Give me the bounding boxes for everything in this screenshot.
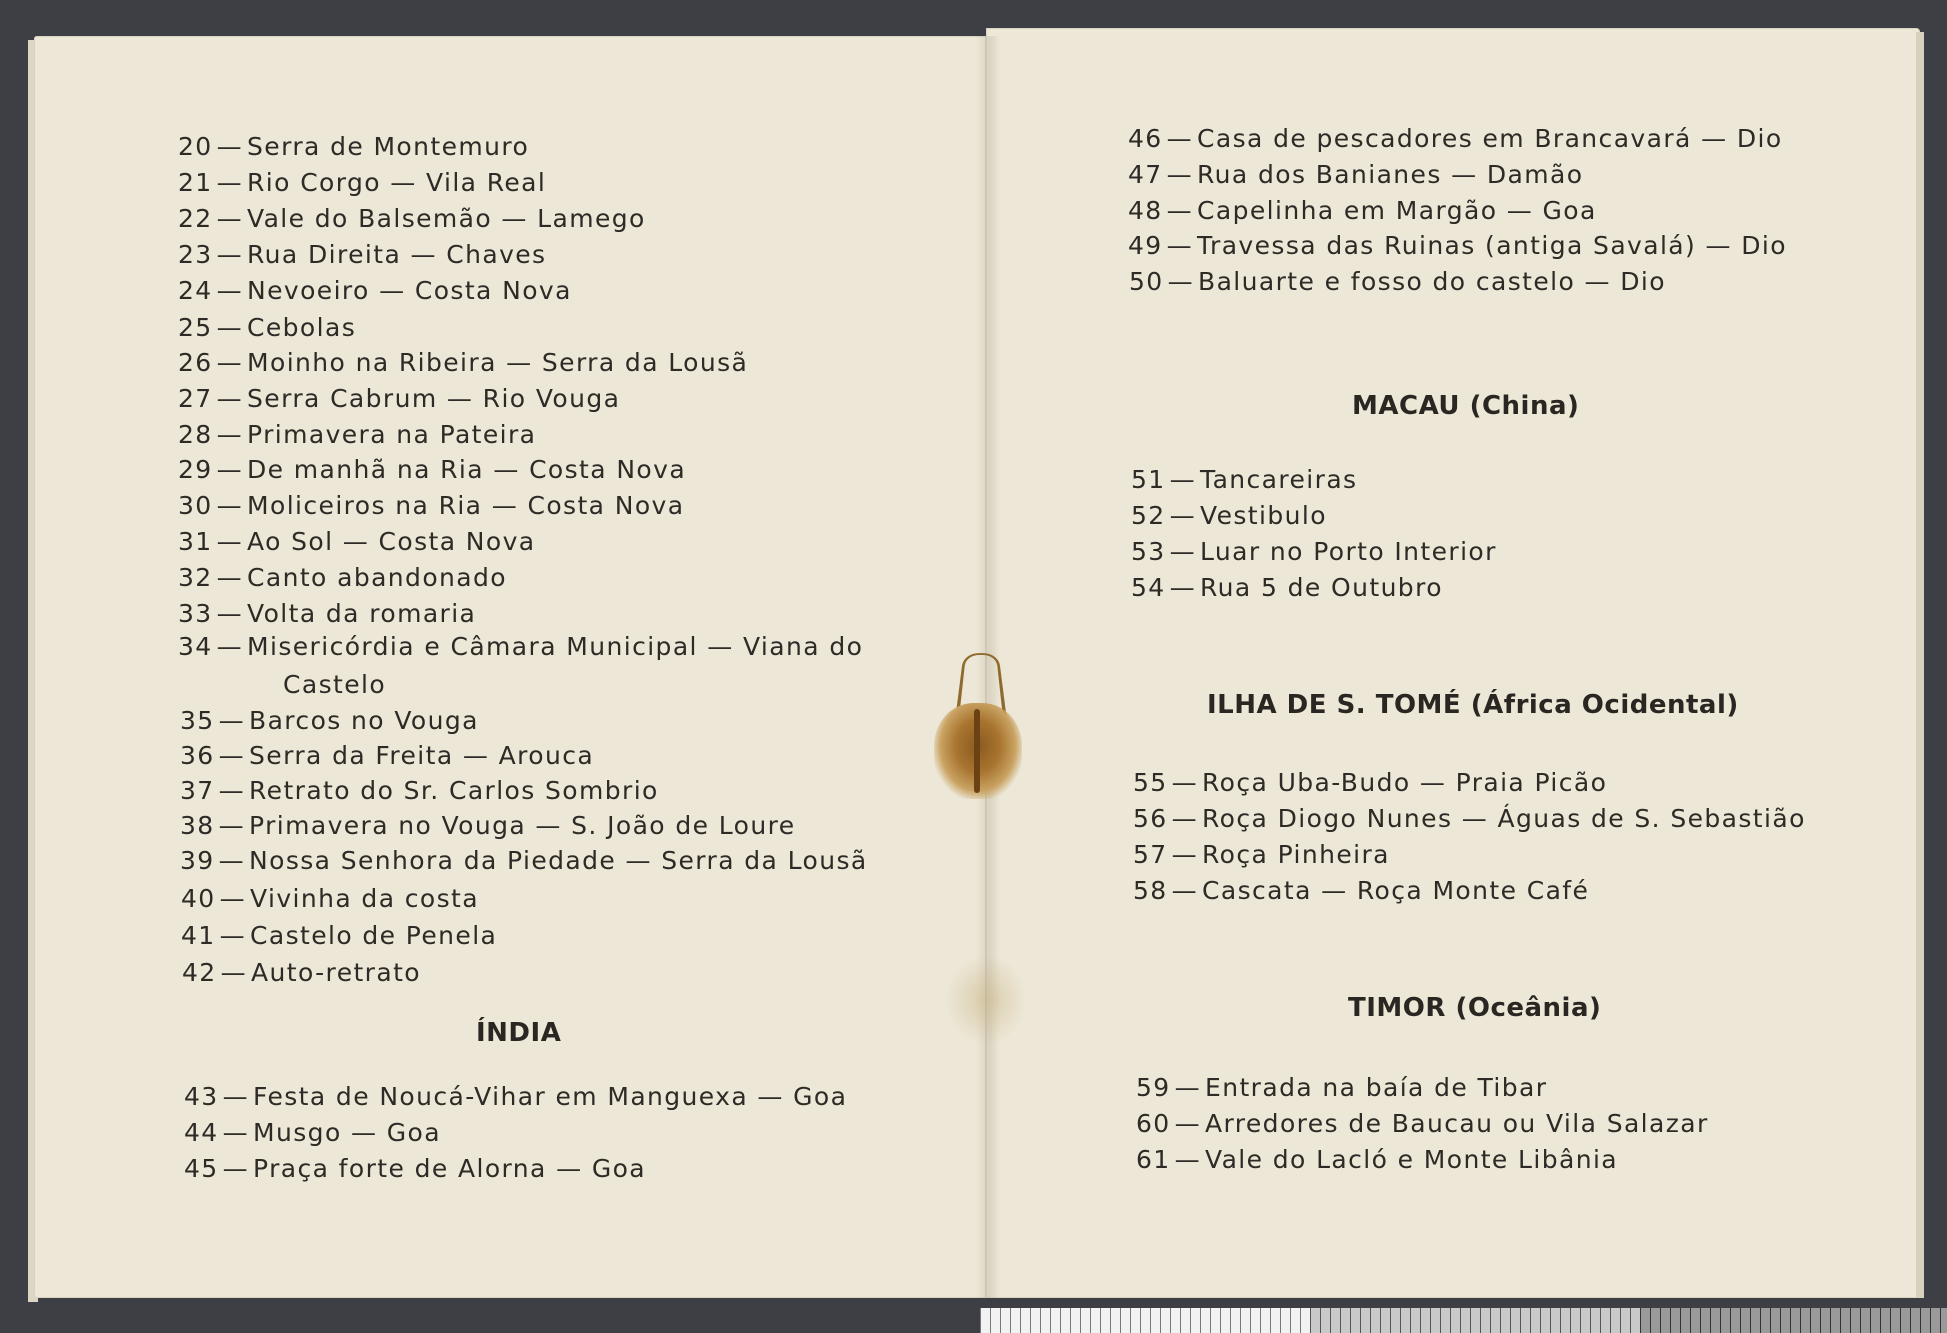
list-item [1133, 876, 1589, 905]
item-title: Entrada na baía de Tibar [1205, 1073, 1548, 1102]
list-item [1128, 196, 1597, 225]
item-separator: — [216, 348, 244, 377]
item-separator: — [218, 706, 246, 735]
item-title: Vestibulo [1200, 501, 1327, 530]
item-separator: — [218, 776, 246, 805]
list-item [178, 455, 686, 484]
list-item [181, 921, 497, 950]
item-separator: — [1166, 124, 1194, 153]
list-item [184, 1118, 441, 1147]
item-separator: — [222, 1154, 250, 1183]
item-title: Baluarte e fosso do castelo — Dio [1198, 267, 1666, 296]
list-item [178, 168, 546, 197]
item-title: Primavera no Vouga — S. João de Loure [249, 811, 796, 840]
list-item [178, 527, 536, 556]
item-title: Barcos no Vouga [249, 706, 479, 735]
item-number: 23 [178, 240, 213, 269]
item-title: Primavera na Pateira [247, 420, 537, 449]
item-title: Praça forte de Alorna — Goa [253, 1154, 647, 1183]
item-title: Auto-retrato [251, 958, 421, 987]
item-number: 32 [178, 563, 213, 592]
item-separator: — [216, 491, 244, 520]
list-item [1136, 1145, 1618, 1174]
item-separator: — [216, 313, 244, 342]
item-number: 22 [178, 204, 213, 233]
list-item [1133, 804, 1806, 833]
list-item [180, 776, 659, 805]
item-title-continuation: Castelo [283, 670, 387, 699]
list-item [178, 384, 620, 413]
item-title: Rio Corgo — Vila Real [247, 168, 547, 197]
item-separator: — [216, 632, 244, 661]
item-number: 28 [178, 420, 213, 449]
item-number: 50 [1129, 267, 1164, 296]
item-title: Nossa Senhora da Piedade — Serra da Lousã [249, 846, 868, 875]
item-number: 26 [178, 348, 213, 377]
item-separator: — [219, 921, 247, 950]
item-number: 53 [1131, 537, 1166, 566]
rust-stain [934, 703, 1022, 799]
item-separator: — [220, 958, 248, 987]
item-separator: — [1171, 876, 1199, 905]
list-item [178, 132, 529, 161]
list-item [178, 348, 748, 377]
item-number: 45 [184, 1154, 219, 1183]
item-title: Vale do Balsemão — Lamego [247, 204, 646, 233]
ruler-light-segment [980, 1308, 1310, 1333]
section-heading-sao-tome: ILHA DE S. TOMÉ (África Ocidental) [1207, 690, 1739, 720]
item-title: Misericórdia e Câmara Municipal — Viana do [247, 632, 864, 661]
item-number: 27 [178, 384, 213, 413]
item-number: 33 [178, 599, 213, 628]
item-title: Moliceiros na Ria — Costa Nova [247, 491, 685, 520]
item-title: Roça Uba-Budo — Praia Picão [1202, 768, 1608, 797]
item-number: 46 [1128, 124, 1163, 153]
item-title: Roça Pinheira [1202, 840, 1390, 869]
list-item [1131, 501, 1327, 530]
list-item [1128, 124, 1783, 153]
item-number: 47 [1128, 160, 1163, 189]
item-separator: — [218, 741, 246, 770]
item-number: 37 [180, 776, 215, 805]
item-number: 55 [1133, 768, 1168, 797]
item-separator: — [219, 884, 247, 913]
item-number: 30 [178, 491, 213, 520]
item-title: Volta da romaria [247, 599, 477, 628]
list-item [180, 706, 479, 735]
item-title: Festa de Noucá-Vihar em Manguexa — Goa [253, 1082, 848, 1111]
item-title: Capelinha em Margão — Goa [1197, 196, 1597, 225]
item-number: 56 [1133, 804, 1168, 833]
list-item [1133, 840, 1390, 869]
item-separator: — [216, 527, 244, 556]
item-number: 24 [178, 276, 213, 305]
list-item [178, 632, 863, 661]
item-separator: — [1171, 804, 1199, 833]
item-separator: — [222, 1082, 250, 1111]
item-title: Musgo — Goa [253, 1118, 441, 1147]
list-item [1128, 160, 1583, 189]
list-item [178, 313, 356, 342]
ruler-dark-segment [1640, 1308, 1947, 1333]
list-item [178, 491, 684, 520]
item-number: 54 [1131, 573, 1166, 602]
item-separator: — [216, 132, 244, 161]
list-item [1131, 573, 1443, 602]
item-number: 21 [178, 168, 213, 197]
item-number: 20 [178, 132, 213, 161]
item-title: Arredores de Baucau ou Vila Salazar [1205, 1109, 1709, 1138]
item-title: Vivinha da costa [250, 884, 479, 913]
item-title: Nevoeiro — Costa Nova [247, 276, 572, 305]
item-separator: — [1167, 267, 1195, 296]
list-item [1129, 267, 1666, 296]
item-number: 49 [1128, 231, 1163, 260]
item-number: 42 [182, 958, 217, 987]
item-separator: — [216, 420, 244, 449]
list-item [184, 1082, 847, 1111]
item-title: De manhã na Ria — Costa Nova [247, 455, 687, 484]
item-title: Vale do Lacló e Monte Libânia [1205, 1145, 1619, 1174]
item-title: Tancareiras [1200, 465, 1358, 494]
list-item [178, 563, 507, 592]
item-separator: — [216, 563, 244, 592]
item-title: Serra de Montemuro [247, 132, 530, 161]
item-number: 39 [180, 846, 215, 875]
item-separator: — [218, 846, 246, 875]
item-number: 44 [184, 1118, 219, 1147]
item-separator: — [216, 276, 244, 305]
item-separator: — [1169, 501, 1197, 530]
list-item [1128, 231, 1787, 260]
list-item [178, 420, 536, 449]
item-separator: — [222, 1118, 250, 1147]
item-separator: — [216, 240, 244, 269]
section-heading-macau: MACAU (China) [1352, 391, 1580, 421]
item-title: Ao Sol — Costa Nova [247, 527, 536, 556]
list-item [180, 846, 868, 875]
item-number: 51 [1131, 465, 1166, 494]
section-heading-india: ÍNDIA [476, 1018, 562, 1048]
item-title: Rua Direita — Chaves [247, 240, 547, 269]
item-number: 35 [180, 706, 215, 735]
item-number: 31 [178, 527, 213, 556]
list-item [1131, 465, 1357, 494]
item-separator: — [1171, 768, 1199, 797]
item-title: Serra da Freita — Arouca [249, 741, 595, 770]
item-separator: — [1166, 160, 1194, 189]
item-separator: — [216, 384, 244, 413]
item-separator: — [216, 455, 244, 484]
item-title: Cebolas [247, 313, 357, 342]
page-edge-right [1916, 32, 1924, 1298]
list-item [1136, 1073, 1547, 1102]
item-separator: — [1166, 196, 1194, 225]
item-title: Canto abandonado [247, 563, 507, 592]
section-heading-timor: TIMOR (Oceânia) [1348, 993, 1602, 1023]
item-title: Luar no Porto Interior [1200, 537, 1497, 566]
item-separator: — [1166, 231, 1194, 260]
item-separator: — [1171, 840, 1199, 869]
item-separator: — [1169, 573, 1197, 602]
item-number: 29 [178, 455, 213, 484]
item-number: 58 [1133, 876, 1168, 905]
item-number: 43 [184, 1082, 219, 1111]
item-separator: — [1174, 1145, 1202, 1174]
scale-ruler [980, 1308, 1947, 1333]
list-item [1136, 1109, 1709, 1138]
item-number: 60 [1136, 1109, 1171, 1138]
faint-stain [946, 955, 1026, 1045]
list-item [178, 240, 546, 269]
list-item [184, 1154, 646, 1183]
item-number: 61 [1136, 1145, 1171, 1174]
item-separator: — [216, 204, 244, 233]
item-number: 48 [1128, 196, 1163, 225]
item-separator: — [216, 599, 244, 628]
item-title: Roça Diogo Nunes — Águas de S. Sebastião [1202, 804, 1806, 833]
item-number: 34 [178, 632, 213, 661]
list-item [178, 204, 646, 233]
item-separator: — [218, 811, 246, 840]
item-separator: — [1174, 1109, 1202, 1138]
list-item [181, 884, 479, 913]
list-item [1133, 768, 1607, 797]
item-separator: — [216, 168, 244, 197]
item-number: 38 [180, 811, 215, 840]
item-title: Serra Cabrum — Rio Vouga [247, 384, 621, 413]
item-title: Casa de pescadores em Brancavará — Dio [1197, 124, 1783, 153]
item-title: Retrato do Sr. Carlos Sombrio [249, 776, 659, 805]
item-separator: — [1169, 465, 1197, 494]
item-number: 41 [181, 921, 216, 950]
item-title: Rua dos Banianes — Damão [1197, 160, 1584, 189]
item-number: 36 [180, 741, 215, 770]
item-title: Moinho na Ribeira — Serra da Lousã [247, 348, 749, 377]
list-item [180, 741, 594, 770]
item-number: 57 [1133, 840, 1168, 869]
item-title: Castelo de Penela [250, 921, 498, 950]
list-item [178, 599, 476, 628]
list-item [178, 276, 572, 305]
list-item [180, 811, 795, 840]
item-number: 59 [1136, 1073, 1171, 1102]
item-separator: — [1169, 537, 1197, 566]
item-title: Rua 5 de Outubro [1200, 573, 1443, 602]
item-number: 25 [178, 313, 213, 342]
item-separator: — [1174, 1073, 1202, 1102]
item-number: 52 [1131, 501, 1166, 530]
item-title: Cascata — Roça Monte Café [1202, 876, 1590, 905]
list-item [1131, 537, 1497, 566]
item-number: 40 [181, 884, 216, 913]
item-title: Travessa das Ruinas (antiga Savalá) — Dio [1197, 231, 1787, 260]
list-item [182, 958, 421, 987]
